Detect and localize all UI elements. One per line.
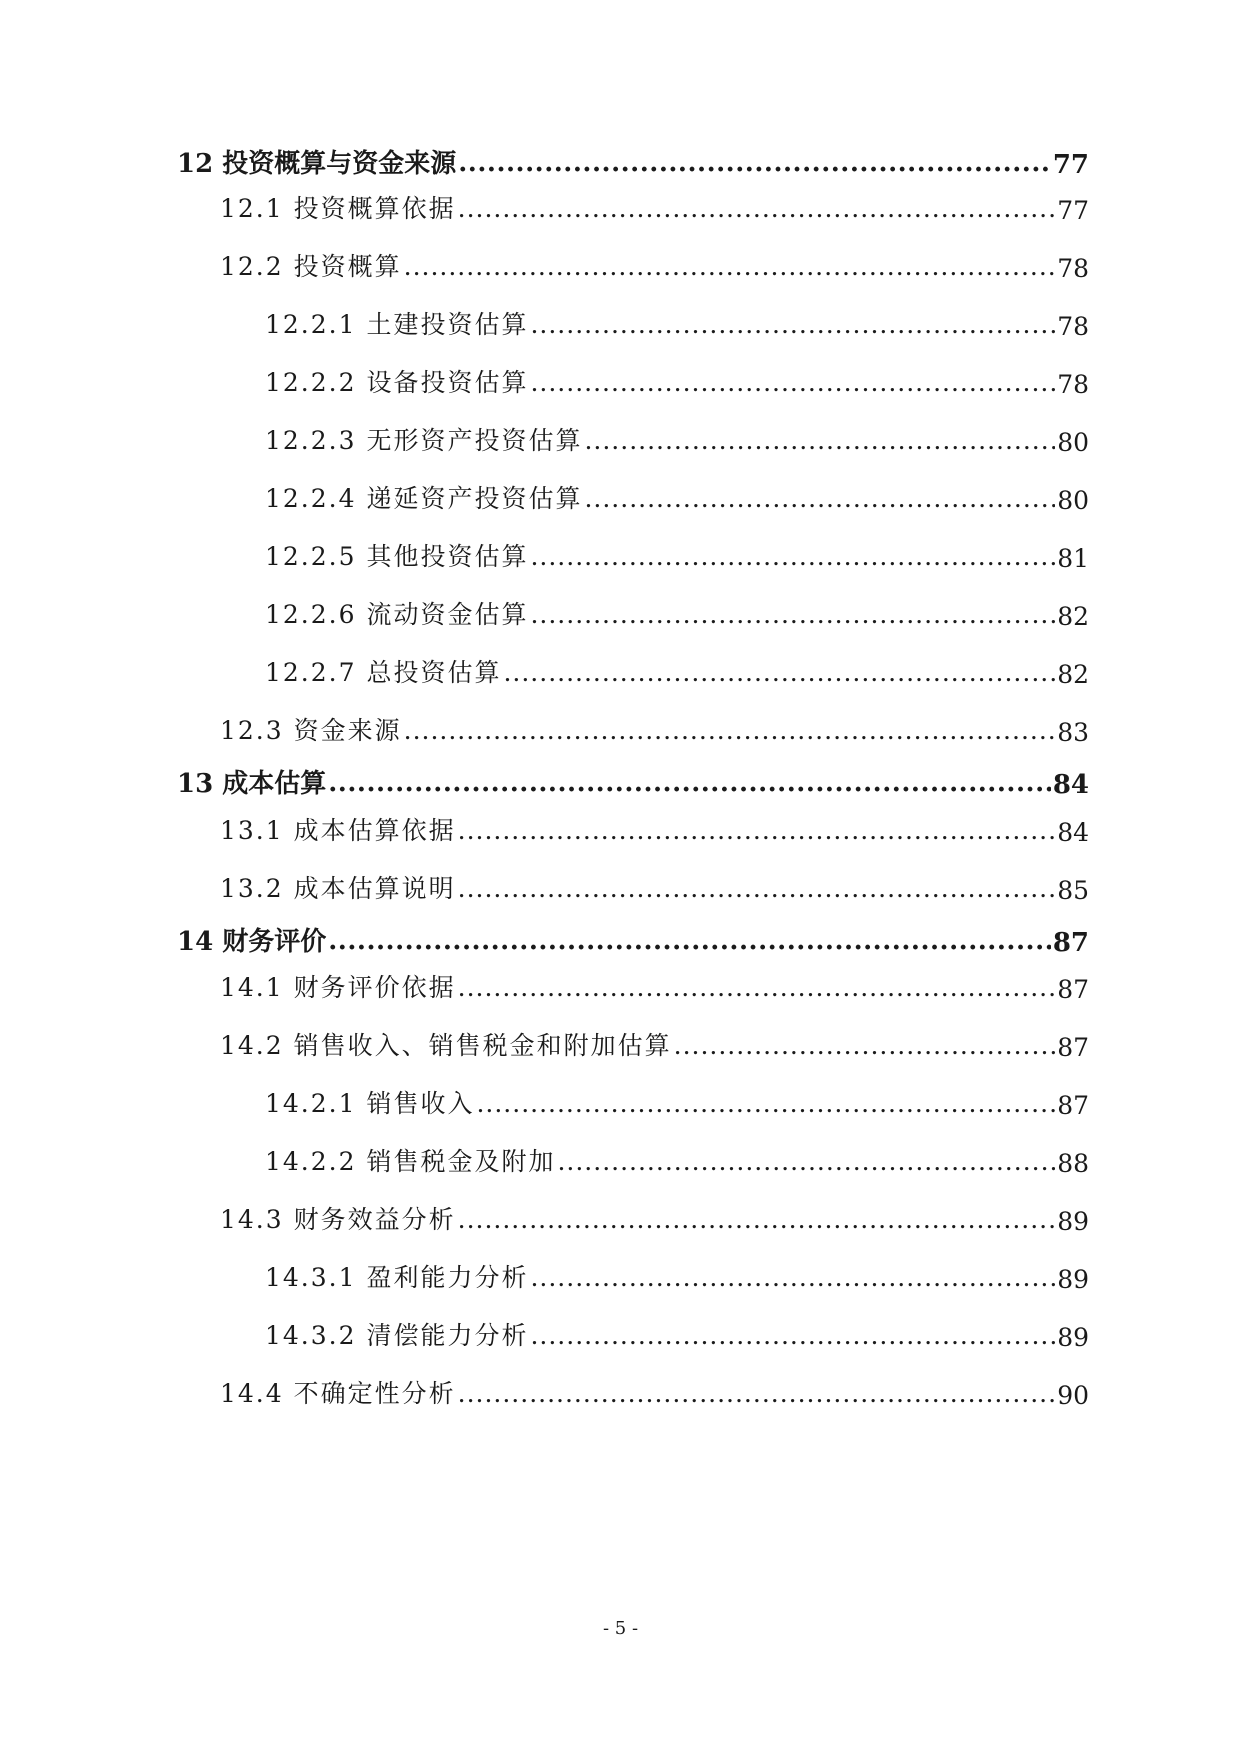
toc-entry[interactable] (0, 1084, 1241, 1120)
toc-entry[interactable] (0, 189, 1241, 225)
dot-leader (584, 488, 1055, 516)
toc-entry[interactable] (0, 537, 1241, 573)
dot-leader (458, 1383, 1056, 1411)
toc-entry-title: 12.2.5 其他投资估算 (265, 542, 529, 571)
dot-leader (404, 256, 1056, 284)
dot-leader (458, 878, 1056, 906)
toc-entry[interactable] (0, 711, 1241, 747)
toc-entry[interactable] (0, 1258, 1241, 1294)
toc-entry[interactable] (0, 143, 1241, 180)
toc-entry-title: 14.2.2 销售税金及附加 (265, 1147, 556, 1176)
dot-leader (458, 1209, 1056, 1237)
toc-entry-page: 78 (1057, 370, 1089, 399)
toc-entry-page: 87 (1052, 928, 1089, 958)
toc-entry-title: 13 成本估算 (177, 769, 327, 799)
toc-entry-title: 12 投资概算与资金来源 (177, 149, 457, 179)
toc-entry[interactable] (0, 811, 1241, 847)
dot-leader (503, 662, 1055, 690)
dot-leader (458, 820, 1056, 848)
toc-entry-title: 12.2.3 无形资产投资估算 (265, 426, 583, 455)
toc-entry-title: 12.2.1 土建投资估算 (265, 310, 529, 339)
toc-entry-title: 13.1 成本估算依据 (220, 816, 456, 845)
toc-entry[interactable] (0, 363, 1241, 399)
toc-entry-page: 87 (1057, 975, 1089, 1004)
toc-entry-page: 84 (1057, 818, 1089, 847)
toc-entry-page: 87 (1057, 1033, 1089, 1062)
toc-entry-page: 87 (1057, 1091, 1089, 1120)
toc-entry-title: 13.2 成本估算说明 (220, 874, 456, 903)
toc-entry-page: 90 (1057, 1381, 1089, 1410)
toc-entry-title: 14.3.1 盈利能力分析 (265, 1263, 529, 1292)
toc-entry-title: 14.2.1 销售收入 (265, 1089, 475, 1118)
toc-entry-page: 88 (1057, 1149, 1089, 1178)
toc-entry-page: 89 (1057, 1265, 1089, 1294)
dot-leader (458, 151, 1051, 180)
toc-entry-page: 81 (1057, 544, 1089, 573)
toc-entry-title: 12.2.4 递延资产投资估算 (265, 484, 583, 513)
toc-entry-title: 12.3 资金来源 (220, 716, 402, 745)
dot-leader (530, 372, 1055, 400)
toc-entry-title: 12.2 投资概算 (220, 252, 402, 281)
toc-entry-page: 78 (1057, 254, 1089, 283)
toc-entry-page: 80 (1057, 428, 1089, 457)
toc-entry-page: 82 (1057, 602, 1089, 631)
toc-entry[interactable] (0, 1374, 1241, 1410)
toc-entry-page: 84 (1052, 770, 1089, 800)
toc-entry[interactable] (0, 479, 1241, 515)
page-number: - 5 - (602, 1618, 639, 1639)
toc-entry-page: 77 (1057, 196, 1089, 225)
dot-leader (557, 1151, 1055, 1179)
toc-entry[interactable] (0, 1026, 1241, 1062)
toc-entry[interactable] (0, 921, 1241, 958)
dot-leader (328, 929, 1051, 958)
toc-entry-page: 77 (1052, 150, 1089, 180)
dot-leader (530, 1325, 1055, 1353)
toc-entry[interactable] (0, 305, 1241, 341)
toc-entry[interactable] (0, 421, 1241, 457)
toc-entry[interactable] (0, 1200, 1241, 1236)
toc-entry-page: 89 (1057, 1207, 1089, 1236)
toc-entry-title: 12.2.2 设备投资估算 (265, 368, 529, 397)
toc-entry[interactable] (0, 247, 1241, 283)
dot-leader (530, 546, 1055, 574)
toc-entry-title: 14.3 财务效益分析 (220, 1205, 456, 1234)
toc-entry[interactable] (0, 595, 1241, 631)
toc-entry-title: 14.2 销售收入、销售税金和附加估算 (220, 1031, 672, 1060)
dot-leader (584, 430, 1055, 458)
toc-entry[interactable] (0, 968, 1241, 1004)
dot-leader (328, 771, 1051, 800)
toc-entry[interactable] (0, 653, 1241, 689)
dot-leader (458, 977, 1056, 1005)
dot-leader (674, 1035, 1056, 1063)
toc-entry-page: 78 (1057, 312, 1089, 341)
toc-entry-page: 89 (1057, 1323, 1089, 1352)
toc-entry-title: 14.1 财务评价依据 (220, 973, 456, 1002)
toc-entry[interactable] (0, 1316, 1241, 1352)
toc-entry-page: 82 (1057, 660, 1089, 689)
dot-leader (530, 604, 1055, 632)
toc-entry[interactable] (0, 763, 1241, 800)
dot-leader (476, 1093, 1055, 1121)
dot-leader (404, 720, 1056, 748)
toc-entry-title: 14.4 不确定性分析 (220, 1379, 456, 1408)
dot-leader (458, 198, 1056, 226)
toc-entry-title: 12.1 投资概算依据 (220, 194, 456, 223)
toc-entry[interactable] (0, 869, 1241, 905)
dot-leader (530, 314, 1055, 342)
toc-entry-page: 80 (1057, 486, 1089, 515)
dot-leader (530, 1267, 1055, 1295)
toc-entry-page: 85 (1057, 876, 1089, 905)
toc-entry-page: 83 (1057, 718, 1089, 747)
toc-entry[interactable] (0, 1142, 1241, 1178)
toc-entry-title: 12.2.6 流动资金估算 (265, 600, 529, 629)
toc-entry-title: 12.2.7 总投资估算 (265, 658, 502, 687)
toc-entry-title: 14.3.2 清偿能力分析 (265, 1321, 529, 1350)
toc-entry-title: 14 财务评价 (177, 927, 327, 957)
